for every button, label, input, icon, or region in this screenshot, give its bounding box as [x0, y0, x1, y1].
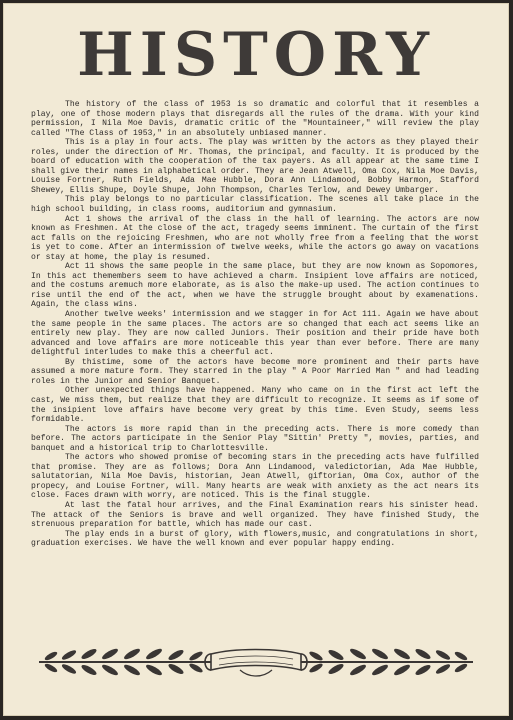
paragraph: The actors who showed promise of becoming stars in the preceding acts have fulfilled that promise. They are as follows; Dora Ann Lindamood, valedictorian, Ada Mae Hubble, salutatorian, Nila Moe Davis, historian, Jean Atwell, giftorian, Oma Cox, author of the propecy, and Louise Fortner, will. Many hearts are weak with anxiety as the act nears its close. Faces drawn with worry, are noticed. This is the final stuggle.	[31, 453, 479, 501]
history-text	[31, 100, 479, 549]
paragraph: Act 11 shows the same people in the same place, but they are now known as Sopomores, In this act themembers seem to have achieved a charm. Insipient love affairs are noticed, and the costums aremuch more elaborate, as is also the make-up used. The action continues to rise until the end of the act, when we have the struggle brought about by examenations. Again, the class wins.	[31, 262, 479, 310]
paragraph: This is a play in four acts. The play was written by the actors as they played their roles, under the direction of Mr. Thomas, the principal, and faculty. It is produced by the board of education with the cooperation of the tax payers. As all appear at the same time I shall give their names in alphabetical order. They are Jean Atwell, Oma Cox, Nila Moe Davis, Louise Fortner, Ruth Fields, Ada Mae Hubble, Dora Ann Lindamood, Bobby Harmon, Stafford Shewey, Ellis Shupe, Doyle Shupe, John Thompson, Charles Terlow, and Dewey Umbarger.	[31, 138, 479, 195]
paragraph: Another twelve weeks' intermission and we stagger in for Act 111. Again we have about the same people in the same places. The actors are so changed that each act seems like an entirely new play. They are now called Juniors. Their position and their pride have both advanced and love affairs are more noticeable this year than ever before. There are many delightful interludes to make this a cheerful act.	[31, 310, 479, 358]
laurel-scroll-icon	[35, 640, 477, 682]
page-title: HISTORY	[77, 20, 435, 90]
paragraph: The play ends in a burst of glory, with flowers,music, and congratulations in short, graduation exercises. We have the well known and ever popular happy ending.	[31, 529, 479, 549]
paragraph: By thistime, some of the actors have become more prominent and their parts have assumed a more mature form. They starred in the play " A Poor Married Man " and had leading roles in the Junior and Senior Banquet.	[31, 357, 479, 386]
paragraph: The history of the class of 1953 is so dramatic and colorful that it resembles a play, one of those modern plays that disregards all the rules of the drama. With your kind permission, I Nila Moe Davis, dramatic critic of the "Mountaineer," will review the play called "The Class of 1953," in an absolutely unbiased manner.	[31, 100, 479, 138]
paragraph: This play belongs to no particular classification. The scenes all take place in the high school building, in class rooms, auditorium and gymnasium.	[31, 195, 479, 215]
paragraph: The actors is more rapid than in the preceding acts. There is more comedy than before. The actors participate in the Senior Play "Sittin' Pretty ", movies, parties, and banquet and a historical trip to Charlottesville.	[31, 424, 479, 453]
paragraph: At last the fatal hour arrives, and the Final Examination rears his sinister head. The attack of the Seniors is brave and well organized. They have finished Study, the strenuous preparation for battle, which has made our cast.	[31, 500, 479, 530]
document-page	[3, 3, 509, 716]
paragraph: Act 1 shows the arrival of the class in the hall of learning. The actors are now known as Freshmen. At the close of the act, tragedy seems imminent. The curtain of the first act falls on the rejoicing Freshmen, who are not wholly free from a feeling that the worst is yet to come. After an intermission of twelve weeks, while the actors go away on vacations or stay at home, the play is resumed.	[31, 214, 479, 262]
paragraph: Other unexpected things have happened. Many who came on in the first act left the cast, We miss them, but realize that they are difficult to recognize. It seems as if some of the insipient love affairs have become very great by this time. Even Study, seems less formidable.	[31, 386, 479, 425]
